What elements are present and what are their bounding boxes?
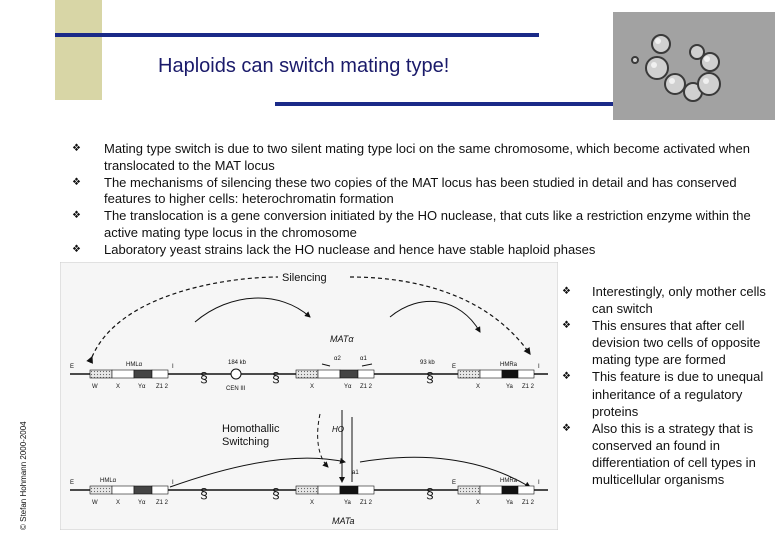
label-ya-r2: Ya xyxy=(506,500,513,506)
label-mata: MATa xyxy=(332,516,355,526)
label-alpha2: α2 xyxy=(334,356,341,362)
side-bullet-list xyxy=(562,283,772,488)
bullet-icon: ❖ xyxy=(562,422,571,434)
label-x5: X xyxy=(310,500,315,506)
list-item: ❖ Mating type switch is due to two silent mating type loci on the same chromosome, which become activated when translocated to the MAT locus xyxy=(72,141,750,173)
label-hmlalpha: HMLα xyxy=(126,362,143,368)
label-matalpha: MATα xyxy=(330,334,354,344)
label-z4: Z1 2 xyxy=(156,500,169,506)
label-z2: Z1 2 xyxy=(360,384,373,390)
label-e2: E xyxy=(452,364,457,370)
label-alpha1: α1 xyxy=(360,356,367,362)
label-i2: I xyxy=(538,364,540,370)
label-a1: a1 xyxy=(352,470,359,476)
list-item: ❖ This ensures that after cell devision two cells of opposite mating type are formed xyxy=(562,318,761,368)
bullet-icon: ❖ xyxy=(72,210,81,222)
label-silencing: Silencing xyxy=(282,272,327,284)
label-e4: E xyxy=(452,480,457,486)
list-item: ❖ Also this is a strategy that is conserved an found in differentiation of cell types in multicellular organisms xyxy=(562,420,756,488)
label-homothallic-1: Homothallic xyxy=(222,423,280,435)
label-e3: E xyxy=(70,480,75,486)
label-z3: Z1 2 xyxy=(522,384,535,390)
main-bullet-list xyxy=(72,141,752,259)
copyright-notice: © Stefan Hohmann 2000-2004 xyxy=(19,421,28,530)
label-z1: Z1 2 xyxy=(156,384,169,390)
label-z5: Z1 2 xyxy=(360,500,373,506)
label-i4: I xyxy=(538,480,540,486)
label-x2: X xyxy=(310,384,315,390)
label-i1: I xyxy=(172,364,174,370)
decorative-beige-block xyxy=(55,0,102,100)
label-z6: Z1 2 xyxy=(522,500,535,506)
bullet-icon: ❖ xyxy=(72,243,81,255)
mating-type-diagram xyxy=(60,262,558,530)
label-hmra: HMRa xyxy=(500,362,518,368)
bullet-icon: ❖ xyxy=(562,320,571,332)
list-item: ❖ Interestingly, only mother cells can switch xyxy=(562,284,766,317)
label-ya2: Yα xyxy=(344,384,352,390)
break-3: § xyxy=(426,369,434,385)
label-w1: W xyxy=(92,384,98,390)
label-93kb: 93 kb xyxy=(420,360,435,366)
label-i3: I xyxy=(172,480,174,486)
label-hmlalpha-2: HMLα xyxy=(100,478,117,484)
bullet-icon: ❖ xyxy=(72,176,81,188)
break-4: § xyxy=(200,485,208,501)
label-x6: X xyxy=(476,500,481,506)
label-x4: X xyxy=(116,500,121,506)
label-184kb: 184 kb xyxy=(228,360,247,366)
label-e1: E xyxy=(70,364,75,370)
break-1: § xyxy=(200,369,208,385)
list-item: ❖ Laboratory yeast strains lack the HO nuclease and hence have stable haploid phases xyxy=(72,241,596,257)
break-5: § xyxy=(272,485,280,501)
label-ya-r1: Ya xyxy=(506,384,513,390)
label-x1: X xyxy=(116,384,121,390)
label-hmra-2: HMRa xyxy=(500,478,518,484)
list-item: ❖ This feature is due to unequal inheritance of a regulatory proteins xyxy=(562,369,764,419)
break-2: § xyxy=(272,369,280,385)
top-rule xyxy=(55,33,539,37)
slide-title: Haploids can switch mating type! xyxy=(158,55,450,77)
label-cen: CEN III xyxy=(226,386,246,392)
label-ya-m: Ya xyxy=(344,500,351,506)
label-ya1: Yα xyxy=(138,384,146,390)
break-6: § xyxy=(426,485,434,501)
label-ho: HO xyxy=(332,425,344,434)
label-homothallic-2: Switching xyxy=(222,436,270,448)
label-ya3: Yα xyxy=(138,500,146,506)
label-x3: X xyxy=(476,384,481,390)
bullet-icon: ❖ xyxy=(562,371,571,383)
label-w2: W xyxy=(92,500,98,506)
list-item: ❖ The translocation is a gene conversion initiated by the HO nuclease, that cuts like a restriction enzyme within the active mating type locus in the chromosome xyxy=(72,208,751,240)
bullet-icon: ❖ xyxy=(72,143,81,154)
list-item: ❖ The mechanisms of silencing these two copies of the MAT locus has been studied in detail and has conserved features to higher cells: heterochromatin formation xyxy=(72,174,737,207)
yeast-cells-photo xyxy=(613,12,775,120)
bullet-icon: ❖ xyxy=(562,286,571,297)
